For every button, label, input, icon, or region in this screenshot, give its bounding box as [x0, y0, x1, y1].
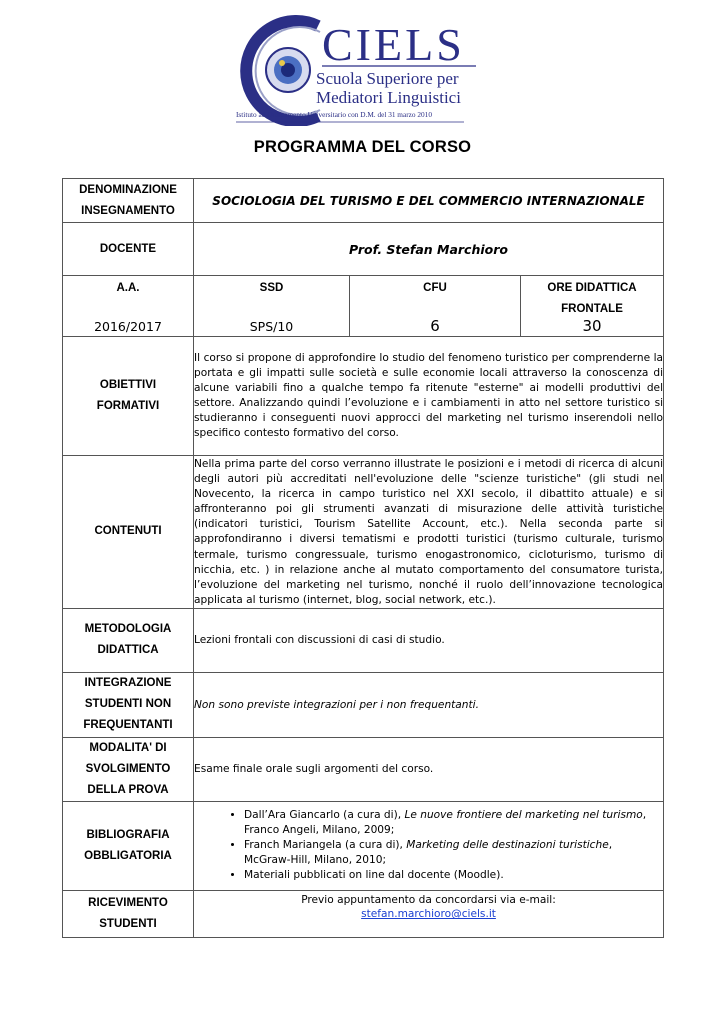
integrazione-label-line1: INTEGRAZIONE	[84, 677, 172, 690]
modalita-label-line1: MODALITA' DI	[89, 741, 167, 754]
bib-item-publisher: , Franco Angeli, Milano, 2009;	[244, 809, 647, 837]
bibliografia-label	[63, 801, 194, 890]
metodologia-label-line1: METODOLOGIA	[84, 623, 172, 636]
denominazione-label-line1: DENOMINAZIONE	[79, 183, 177, 196]
row-ricevimento	[63, 890, 664, 937]
metodologia-text: Lezioni frontali con discussioni di casi di studio.	[194, 608, 664, 672]
bib-item-author: Dall’Ara Giancarlo (a cura di),	[244, 809, 405, 822]
ricevimento-label-line1: RICEVIMENTO	[88, 896, 168, 909]
ore-label-line2: FRONTALE	[561, 303, 623, 315]
denominazione-label	[63, 179, 194, 223]
cfu-cell	[350, 276, 521, 337]
ssd-value: SPS/10	[249, 319, 294, 334]
docente-value: Prof. Stefan Marchioro	[194, 223, 664, 276]
ciels-logo	[236, 14, 486, 126]
obiettivi-label	[63, 337, 194, 456]
modalita-label-line3: DELLA PROVA	[87, 783, 169, 796]
integrazione-label-line3: FREQUENTANTI	[83, 719, 173, 732]
aa-value: 2016/2017	[94, 319, 162, 334]
docente-label: DOCENTE	[63, 223, 194, 276]
ricevimento-cell	[194, 890, 664, 937]
integrazione-label-line2: STUDENTI NON	[84, 698, 172, 711]
bib-item-author: Materiali pubblicati on line dal docente (Moodle).	[244, 869, 504, 882]
obiettivi-label-line2: FORMATIVI	[96, 400, 160, 412]
bib-item-author: Franch Mariangela (a cura di),	[244, 839, 407, 852]
bib-item-title: Le nuove frontiere del marketing nel turismo	[404, 809, 643, 822]
ricevimento-text: Previo appuntamento da concordarsi via e-mail:	[301, 893, 556, 906]
row-denominazione	[63, 179, 664, 223]
ssd-label: SSD	[259, 282, 284, 294]
row-docente	[63, 223, 664, 276]
row-contenuti	[63, 456, 664, 609]
modalita-label-line2: SVOLGIMENTO	[85, 762, 171, 775]
row-bibliografia	[63, 801, 664, 890]
ciels-logo-graphic	[236, 14, 486, 126]
metodologia-label-line2: DIDATTICA	[97, 644, 159, 657]
denominazione-label-line2: INSEGNAMENTO	[81, 204, 175, 217]
modalita-text: Esame finale orale sugli argomenti del corso.	[194, 737, 664, 801]
obiettivi-text: Il corso si propone di approfondire lo studio del fenomeno turistico per comprenderne la portata e gli impatti sulle società e sulle economie locali attraverso la conoscenza di alcune variabili fino a qualche tempo fa ritenute "esterne" ai modelli produttivi del settore. Analizzando quindi l’evoluzione e i cambiamenti in atto nel settore turistico si studieranno i conseguenti nuovi approcci del marketing nel turismo inserendoli nello specifico contesto formativo del corso.	[194, 337, 664, 456]
row-modalita	[63, 737, 664, 801]
integrazione-text: Non sono previste integrazioni per i non frequentanti.	[194, 672, 664, 737]
course-name: SOCIOLOGIA DEL TURISMO E DEL COMMERCIO INTERNAZIONALE	[194, 179, 664, 223]
logo-subtitle-2: Mediatori Linguistici	[316, 88, 461, 107]
row-metodologia	[63, 608, 664, 672]
obiettivi-label-line1: OBIETTIVI	[99, 379, 157, 391]
ore-label	[521, 278, 663, 320]
ore-cell	[521, 276, 664, 337]
bibliografia-label-line2: OBBLIGATORIA	[84, 849, 172, 862]
modalita-label	[63, 737, 194, 801]
integrazione-label	[63, 672, 194, 737]
logo-subtitle-1: Scuola Superiore per	[316, 69, 459, 88]
bibliografia-item	[244, 868, 657, 883]
row-integrazione	[63, 672, 664, 737]
course-program-table	[62, 178, 664, 938]
contenuti-label: CONTENUTI	[63, 456, 194, 609]
aa-label: A.A.	[116, 282, 140, 294]
contenuti-text: Nella prima parte del corso verranno illustrate le posizioni e i metodi di ricerca di alcuni degli autori più accreditati nell'evoluzione delle "scienze turistiche" (gli studi nel Novecento, la ricerca in campo turistico nel XXI secolo, il dibattito attuale) e si affronteranno poi gli strumenti avanzati di misurazione delle attività turistiche (indicatori turistici, Tourism Satellite Account, etc.). Nella seconda parte si approfondiranno i diversi tematismi e prodotti turistici (turismo culturale, turismo termale, turismo congressuale, turismo enogastronomico, cicloturismo, turismo di nicchia, etc. ) in relazione anche al mutato comportamento del consumatore turista, l’evoluzione del marketing nel turismo, nonché il ruolo dell’innovazione tecnologica applicata al turismo (internet, blog, social network, etc.).	[194, 456, 664, 609]
logo-tagline: Istituto ad Ordinamento Universitario con D.M. del 31 marzo 2010	[236, 110, 432, 119]
metodologia-label	[63, 608, 194, 672]
bibliografia-list-cell	[194, 801, 664, 890]
cfu-value: 6	[430, 317, 440, 335]
ore-label-line1: ORE DIDATTICA	[547, 282, 637, 294]
row-meta	[63, 276, 664, 337]
peacock-emblem-icon	[266, 48, 310, 92]
ssd-cell	[194, 276, 350, 337]
page-title: PROGRAMMA DEL CORSO	[253, 138, 472, 156]
bibliografia-item	[244, 838, 657, 868]
bibliografia-list	[194, 808, 663, 883]
logo-name: CIELS	[322, 19, 465, 70]
bibliografia-label-line1: BIBLIOGRAFIA	[86, 828, 170, 841]
cfu-label: CFU	[423, 282, 447, 294]
bibliografia-item	[244, 808, 657, 838]
email-link[interactable]: stefan.marchioro@ciels.it	[361, 908, 496, 921]
row-obiettivi	[63, 337, 664, 456]
bib-item-title: Marketing delle destinazioni turistiche	[406, 839, 609, 852]
aa-cell	[63, 276, 194, 337]
ricevimento-label	[63, 890, 194, 937]
bib-item-publisher: , McGraw-Hill, Milano, 2010;	[244, 839, 613, 867]
ricevimento-label-line2: STUDENTI	[99, 917, 157, 930]
ore-value: 30	[582, 317, 602, 335]
